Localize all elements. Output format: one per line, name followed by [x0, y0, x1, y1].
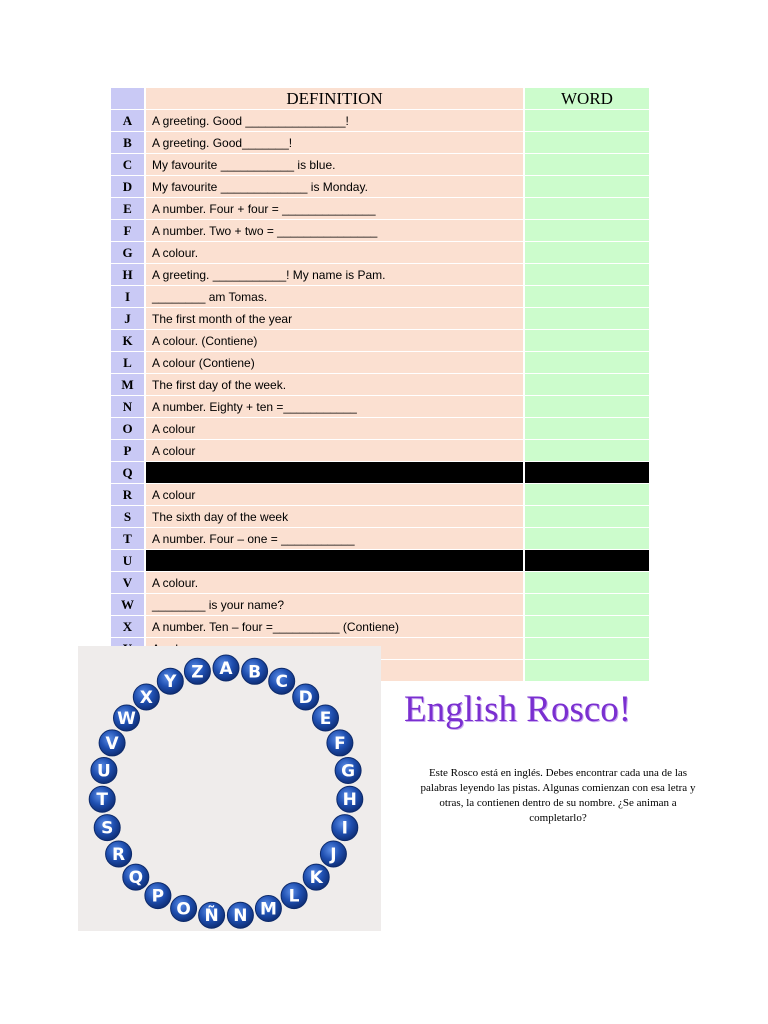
row-word-answer[interactable]	[525, 660, 649, 682]
rosco-letter-bubble	[313, 705, 339, 731]
rosco-letter: O	[176, 899, 191, 920]
table-row	[111, 220, 649, 242]
row-definition: A number. Eighty + ten =___________	[146, 396, 523, 418]
row-word-answer[interactable]	[525, 110, 649, 132]
row-word-answer[interactable]	[525, 572, 649, 594]
rosco-letter: F	[334, 733, 346, 754]
row-letter: H	[111, 264, 144, 286]
row-definition	[146, 462, 523, 484]
rosco-wheel	[78, 646, 381, 931]
row-word-answer[interactable]	[525, 396, 649, 418]
rosco-letter: A	[219, 659, 233, 679]
header-definition: DEFINITION	[146, 88, 523, 110]
row-word-answer[interactable]	[525, 176, 649, 198]
row-definition: My favourite ___________ is blue.	[146, 154, 523, 176]
row-definition: A greeting. Good _______________!	[146, 110, 523, 132]
row-word-answer[interactable]	[525, 462, 649, 484]
rosco-letter: Ñ	[204, 906, 219, 927]
row-letter: E	[111, 198, 144, 220]
rosco-letter-bubble	[332, 815, 358, 841]
row-definition: ________ is your name?	[146, 594, 523, 616]
table-row	[111, 616, 649, 638]
rosco-letter-bubble	[91, 758, 117, 784]
row-letter: J	[111, 308, 144, 330]
rosco-letter: N	[233, 906, 248, 927]
rosco-letter: U	[96, 761, 111, 782]
rosco-letter: M	[259, 899, 277, 920]
row-word-answer[interactable]	[525, 330, 649, 352]
page-title: English Rosco!	[404, 689, 632, 730]
row-letter: C	[111, 154, 144, 176]
row-definition: A number. Two + two = _______________	[146, 220, 523, 242]
row-letter: G	[111, 242, 144, 264]
rosco-letter-bubble	[123, 864, 149, 890]
rosco-letter: I	[341, 818, 348, 839]
row-definition: ________ am Tomas.	[146, 286, 523, 308]
rosco-letter-bubble	[303, 864, 329, 890]
rosco-image	[78, 646, 381, 931]
row-letter: D	[111, 176, 144, 198]
row-letter: B	[111, 132, 144, 154]
rosco-letter: G	[341, 761, 356, 782]
rosco-letter-bubble	[114, 705, 140, 731]
table-row	[111, 132, 649, 154]
rosco-letter: Z	[191, 662, 204, 683]
row-word-answer[interactable]	[525, 264, 649, 286]
row-letter: V	[111, 572, 144, 594]
rosco-letter-bubble	[293, 684, 319, 710]
rosco-letter: D	[298, 688, 313, 708]
row-definition: A colour	[146, 484, 523, 506]
row-letter: L	[111, 352, 144, 374]
table-row	[111, 308, 649, 330]
rosco-letter-bubble	[320, 841, 346, 867]
rosco-letter: H	[342, 790, 357, 811]
table-row	[111, 594, 649, 616]
rosco-letter: V	[105, 733, 119, 754]
rosco-letter-bubble	[242, 658, 268, 684]
row-word-answer[interactable]	[525, 374, 649, 396]
row-word-answer[interactable]	[525, 594, 649, 616]
rosco-letter-bubble	[255, 896, 281, 922]
row-letter: S	[111, 506, 144, 528]
header-letter-cell	[111, 88, 144, 110]
row-letter: N	[111, 396, 144, 418]
rosco-letter-bubble	[94, 815, 120, 841]
table-row	[111, 418, 649, 440]
row-definition: The first month of the year	[146, 308, 523, 330]
row-word-answer[interactable]	[525, 484, 649, 506]
table-row	[111, 506, 649, 528]
row-word-answer[interactable]	[525, 242, 649, 264]
rosco-letter-bubble	[145, 883, 171, 909]
row-definition: A greeting. ___________! My name is Pam.	[146, 264, 523, 286]
rosco-letter: K	[309, 868, 323, 889]
table-row	[111, 462, 649, 484]
table-row	[111, 154, 649, 176]
rosco-letter-bubble	[157, 668, 183, 694]
table-row	[111, 176, 649, 198]
row-word-answer[interactable]	[525, 616, 649, 638]
rosco-letter: P	[151, 886, 165, 907]
table-row	[111, 198, 649, 220]
row-definition: My favourite _____________ is Monday.	[146, 176, 523, 198]
row-definition: A colour. (Contiene)	[146, 330, 523, 352]
table-row	[111, 396, 649, 418]
row-word-answer[interactable]	[525, 308, 649, 330]
table-row	[111, 572, 649, 594]
table-row	[111, 286, 649, 308]
rosco-letter: R	[112, 845, 126, 865]
rosco-letter: Y	[164, 672, 177, 693]
row-definition: A number. Four + four = ______________	[146, 198, 523, 220]
row-letter: A	[111, 110, 144, 132]
row-definition: A colour.	[146, 242, 523, 264]
table-row	[111, 110, 649, 132]
row-word-answer[interactable]	[525, 528, 649, 550]
rosco-letter: Q	[128, 868, 144, 889]
table-row	[111, 528, 649, 550]
row-word-answer[interactable]	[525, 418, 649, 440]
rosco-letter: S	[101, 818, 114, 839]
row-letter: U	[111, 550, 144, 572]
instructions-text: Este Rosco está en inglés. Debes encontrar cada una de las palabras leyendo las pistas. Algunas comienzan con esa letra y otras, la contienen dentro de su nombre. ¿Se animan a completarlo?	[420, 767, 696, 824]
row-definition: The sixth day of the week	[146, 506, 523, 528]
row-word-answer[interactable]	[525, 352, 649, 374]
table-row	[111, 440, 649, 462]
row-letter: I	[111, 286, 144, 308]
table-row	[111, 484, 649, 506]
table-row	[111, 550, 649, 572]
row-letter: R	[111, 484, 144, 506]
rosco-letter: X	[139, 688, 153, 708]
header-word: WORD	[525, 88, 649, 110]
row-definition: The first day of the week.	[146, 374, 523, 396]
rosco-letter: E	[319, 709, 332, 729]
row-word-answer[interactable]	[525, 132, 649, 154]
rosco-letter-bubble	[269, 668, 295, 694]
row-definition: A greeting. Good_______!	[146, 132, 523, 154]
rosco-letter: C	[275, 672, 288, 693]
table-row	[111, 330, 649, 352]
rosco-letter: L	[288, 886, 300, 907]
row-letter: Q	[111, 462, 144, 484]
row-word-answer[interactable]	[525, 638, 649, 660]
table-row	[111, 352, 649, 374]
row-word-answer[interactable]	[525, 198, 649, 220]
row-letter: W	[111, 594, 144, 616]
row-word-answer[interactable]	[525, 286, 649, 308]
rosco-letter-bubble	[89, 786, 115, 812]
row-word-answer[interactable]	[525, 550, 649, 572]
row-letter: K	[111, 330, 144, 352]
row-definition	[146, 550, 523, 572]
rosco-table	[111, 88, 649, 682]
row-letter: P	[111, 440, 144, 462]
rosco-letter-bubble	[327, 730, 353, 756]
rosco-letter: B	[248, 662, 262, 683]
rosco-letter-bubble	[99, 730, 125, 756]
row-letter: T	[111, 528, 144, 550]
row-letter: X	[111, 616, 144, 638]
table-row	[111, 264, 649, 286]
row-word-answer[interactable]	[525, 440, 649, 462]
rosco-letter-bubble	[213, 655, 239, 681]
table-header-row	[111, 88, 649, 110]
rosco-letter-bubble	[106, 841, 132, 867]
row-word-answer[interactable]	[525, 506, 649, 528]
table-row	[111, 242, 649, 264]
rosco-letter-bubble	[335, 758, 361, 784]
rosco-letter: T	[96, 790, 109, 811]
row-letter: F	[111, 220, 144, 242]
rosco-letter-bubble	[227, 902, 253, 928]
rosco-letter-bubble	[133, 684, 159, 710]
table-row	[111, 374, 649, 396]
row-definition: A number. Four – one = ___________	[146, 528, 523, 550]
rosco-letter-bubble	[337, 786, 363, 812]
rosco-letter-bubble	[281, 883, 307, 909]
rosco-letter-bubble	[199, 902, 225, 928]
rosco-letter: J	[330, 845, 337, 865]
row-definition: A colour	[146, 418, 523, 440]
row-word-answer[interactable]	[525, 220, 649, 242]
row-word-answer[interactable]	[525, 154, 649, 176]
row-letter: M	[111, 374, 144, 396]
row-letter: O	[111, 418, 144, 440]
rosco-letter: W	[117, 709, 136, 729]
rosco-letter-bubble	[184, 658, 210, 684]
row-definition: A colour.	[146, 572, 523, 594]
rosco-letter-bubble	[171, 896, 197, 922]
row-definition: A colour	[146, 440, 523, 462]
row-definition: A colour (Contiene)	[146, 352, 523, 374]
row-definition: A number. Ten – four =__________ (Contiene)	[146, 616, 523, 638]
